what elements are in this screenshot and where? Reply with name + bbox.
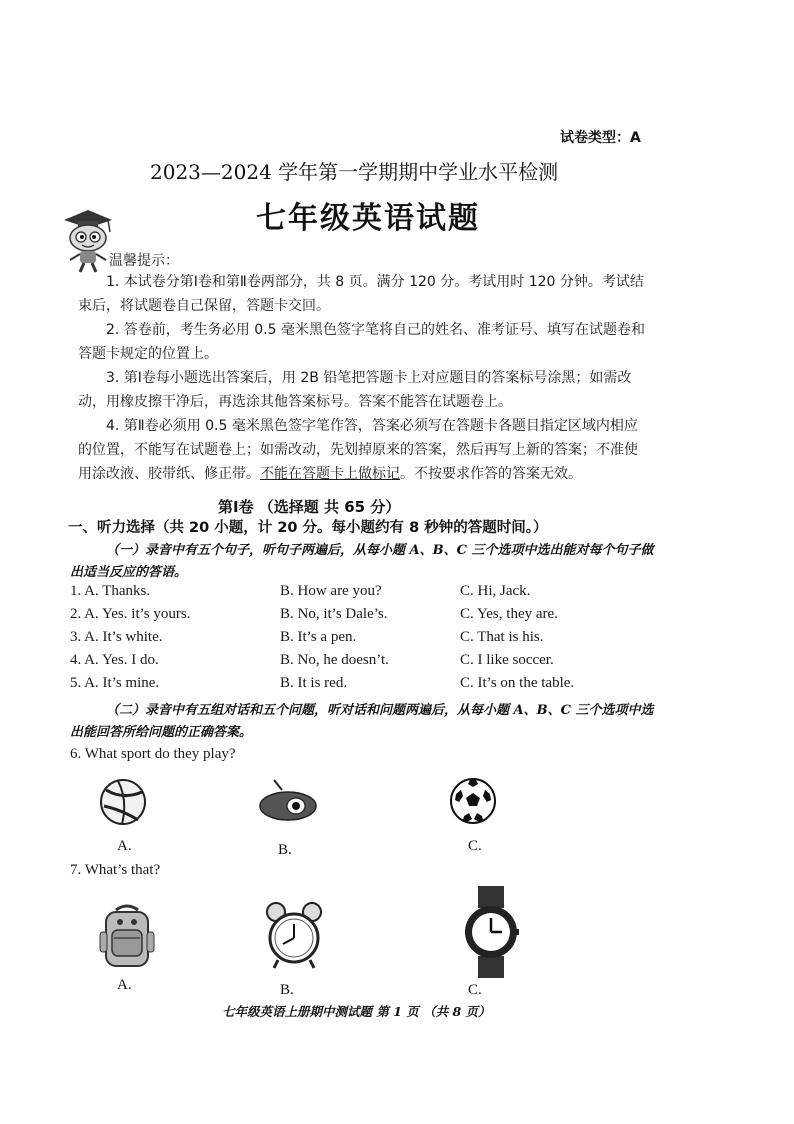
- q1-option-b: B. How are you?: [280, 583, 382, 599]
- tip-item-4: [78, 414, 648, 486]
- tip-item-2: 2. 答卷前，考生务必用 0.5 毫米黑色签字笔将自己的姓名、准考证号、填写在试题卷和答题卡规定的位置上。: [78, 322, 645, 362]
- q5-option-c: C. It’s on the table.: [460, 675, 575, 691]
- section1-title: 一、听力选择（共 20 小题，计 20 分。每小题约有 8 秒钟的答题时间。）: [68, 520, 548, 536]
- tip-item-3: 3. 第Ⅰ卷每小题选出答案后，用 2B 铅笔把答题卡上对应题目的答案标号涂黑；如需改动，用橡皮擦干净后，再选涂其他答案标号。答案不能答在试题卷上。: [78, 370, 632, 410]
- exam-title: 2023—2024 学年第一学期期中学业水平检测: [150, 160, 559, 184]
- subject-title: 七年级英语试题: [256, 201, 480, 236]
- q7-label-c: C.: [468, 982, 482, 998]
- q7-label-b: B.: [280, 982, 294, 998]
- q6-text: 6. What sport do they play?: [70, 746, 236, 762]
- page-footer: 七年级英语上册期中测试题 第 1 页 （共 8 页）: [222, 1004, 491, 1019]
- part1-title: 第Ⅰ卷 （选择题 共 65 分）: [218, 498, 401, 516]
- alarm-clock-icon: [263, 900, 325, 972]
- tip-item-1: 1. 本试卷分第Ⅰ卷和第Ⅱ卷两部分，共 8 页。满分 120 分。考试用时 120 分钟。考试结束后，将试题卷自己保留，答题卡交回。: [78, 274, 644, 314]
- q3-option-b: B. It’s a pen.: [280, 629, 357, 645]
- sub1-instruction: （一）录音中有五个句子，听句子两遍后，从每小题 A、B、C 三个选项中选出能对每个句子做出适当反应的答语。: [70, 543, 654, 580]
- tip-item-4-text: 4. 第Ⅱ卷必须用 0.5 毫米黑色签字笔作答，答案必须写在答题卡各题目指定区域内相应的位置，不能写在试题卷上；如需改动，先划掉原来的答案，然后再写上新的答案；不准使用涂改液、胶带纸、修正带。: [78, 418, 638, 482]
- q4-option-b: B. No, he doesn’t.: [280, 652, 389, 668]
- paper-type-label: 试卷类型：A: [560, 130, 641, 146]
- q4-option-a: 4. A. Yes. I do.: [70, 652, 159, 668]
- volleyball-icon: [98, 776, 148, 828]
- q5-option-b: B. It is red.: [280, 675, 348, 691]
- q1-option-c: C. Hi, Jack.: [460, 583, 531, 599]
- q3-option-a: 3. A. It’s white.: [70, 629, 163, 645]
- ping-pong-icon: [252, 776, 318, 826]
- q1-option-a: 1. A. Thanks.: [70, 583, 151, 599]
- tip-item-4-underlined: 不能在答题卡上做标记: [260, 466, 400, 482]
- q2-option-a: 2. A. Yes. it’s yours.: [70, 606, 191, 622]
- tips-heading: 温馨提示：: [109, 253, 179, 269]
- q2-option-b: B. No, it’s Dale’s.: [280, 606, 388, 622]
- q4-option-c: C. I like soccer.: [460, 652, 554, 668]
- q6-label-b: B.: [278, 842, 292, 858]
- q7-text: 7. What’s that?: [70, 862, 161, 878]
- tip-item-4-tail: 。不按要求作答的答案无效。: [400, 466, 582, 482]
- q7-label-a: A.: [117, 977, 132, 993]
- q3-option-c: C. That is his.: [460, 629, 544, 645]
- sub2-instruction: （二）录音中有五组对话和五个问题，听对话和问题两遍后，从每小题 A、B、C 三个选项中选出能回答所给问题的正确答案。: [70, 703, 654, 740]
- q6-label-a: A.: [117, 838, 132, 854]
- wristwatch-icon: [462, 886, 520, 978]
- q6-label-c: C.: [468, 838, 482, 854]
- q5-option-a: 5. A. It’s mine.: [70, 675, 160, 691]
- q2-option-c: C. Yes, they are.: [460, 606, 558, 622]
- backpack-icon: [96, 902, 158, 972]
- soccer-ball-icon: [448, 776, 498, 826]
